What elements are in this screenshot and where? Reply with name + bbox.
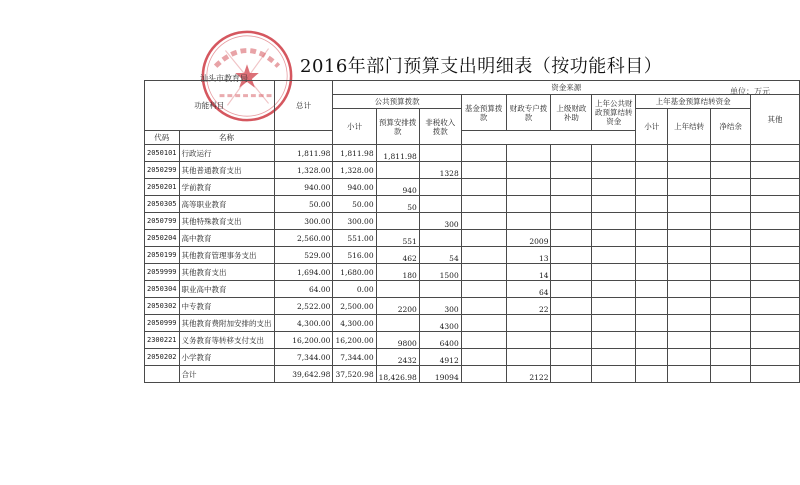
row-budget-alloc: 551 (376, 230, 419, 247)
non-tax-header: 非税收入拨款 (419, 109, 461, 145)
row-fiscal-special: 22 (506, 298, 551, 315)
row-fiscal-special: 2122 (506, 366, 551, 383)
row-net-balance (711, 162, 751, 179)
total-header: 总计 (274, 81, 333, 131)
row-subtotal: 37,520.98 (333, 366, 376, 383)
row-name: 职业高中教育 (179, 281, 274, 298)
row-subtotal: 0.00 (333, 281, 376, 298)
row-superior-subsidy (551, 196, 592, 213)
table-row (145, 145, 800, 162)
row-budget-alloc (376, 213, 419, 230)
row-sub-subtotal (636, 247, 668, 264)
row-budget-alloc: 1,811.98 (376, 145, 419, 162)
row-fiscal-special (506, 162, 551, 179)
row-total: 16,200.00 (274, 332, 333, 349)
table-row (145, 213, 800, 230)
row-name: 学前教育 (179, 179, 274, 196)
table-row (145, 349, 800, 366)
row-code: 2050204 (145, 230, 180, 247)
row-budget-alloc: 18,426.98 (376, 366, 419, 383)
row-fiscal-special (506, 315, 551, 332)
row-total: 2,560.00 (274, 230, 333, 247)
row-prev-carryover (668, 298, 711, 315)
table-row (145, 298, 800, 315)
row-net-balance (711, 366, 751, 383)
row-code: 2050202 (145, 349, 180, 366)
row-prev-carryover (668, 264, 711, 281)
row-name: 中专教育 (179, 298, 274, 315)
row-prev-public-carryover (592, 196, 636, 213)
row-subtotal: 16,200.00 (333, 332, 376, 349)
row-name: 行政运行 (179, 145, 274, 162)
row-fund-budget (461, 247, 506, 264)
row-prev-public-carryover (592, 145, 636, 162)
net-balance-header: 净结余 (711, 109, 751, 145)
row-fund-budget (461, 145, 506, 162)
row-prev-carryover (668, 366, 711, 383)
header-row-1 (145, 81, 800, 95)
row-sub-subtotal (636, 366, 668, 383)
row-budget-alloc: 50 (376, 196, 419, 213)
row-sub-subtotal (636, 264, 668, 281)
fund-budget-header: 基金预算拨款 (461, 95, 506, 131)
row-fund-budget (461, 230, 506, 247)
row-other (751, 366, 800, 383)
row-total: 39,642.98 (274, 366, 333, 383)
row-non-tax: 1500 (419, 264, 461, 281)
row-net-balance (711, 213, 751, 230)
row-fund-budget (461, 162, 506, 179)
row-fund-budget (461, 315, 506, 332)
row-prev-carryover (668, 213, 711, 230)
row-subtotal: 551.00 (333, 230, 376, 247)
row-budget-alloc: 180 (376, 264, 419, 281)
row-net-balance (711, 315, 751, 332)
row-code: 2050305 (145, 196, 180, 213)
row-net-balance (711, 264, 751, 281)
table-row (145, 366, 800, 383)
row-other (751, 298, 800, 315)
row-superior-subsidy (551, 247, 592, 264)
table-row (145, 281, 800, 298)
table-row (145, 196, 800, 213)
row-prev-public-carryover (592, 366, 636, 383)
row-prev-public-carryover (592, 298, 636, 315)
row-fiscal-special (506, 179, 551, 196)
row-fiscal-special (506, 145, 551, 162)
budget-table (144, 80, 800, 383)
row-prev-public-carryover (592, 213, 636, 230)
row-subtotal: 1,811.98 (333, 145, 376, 162)
row-other (751, 196, 800, 213)
row-superior-subsidy (551, 213, 592, 230)
row-superior-subsidy (551, 366, 592, 383)
row-name: 其他教育费附加安排的支出 (179, 315, 274, 332)
row-total: 2,522.00 (274, 298, 333, 315)
row-non-tax: 6400 (419, 332, 461, 349)
row-subtotal: 940.00 (333, 179, 376, 196)
row-non-tax: 1328 (419, 162, 461, 179)
row-superior-subsidy (551, 264, 592, 281)
row-budget-alloc (376, 162, 419, 179)
func-subject-header: 功能科目 (145, 81, 275, 131)
row-other (751, 315, 800, 332)
table-row (145, 230, 800, 247)
row-net-balance (711, 230, 751, 247)
row-code: 2050304 (145, 281, 180, 298)
row-prev-public-carryover (592, 247, 636, 264)
row-net-balance (711, 298, 751, 315)
row-code: 2050201 (145, 179, 180, 196)
other-header: 其他 (751, 95, 800, 145)
row-prev-public-carryover (592, 162, 636, 179)
row-total: 1,328.00 (274, 162, 333, 179)
row-other (751, 145, 800, 162)
row-subtotal: 1,328.00 (333, 162, 376, 179)
unit-label: 单位：万元 (730, 87, 770, 96)
row-total: 940.00 (274, 179, 333, 196)
row-other (751, 162, 800, 179)
row-sub-subtotal (636, 315, 668, 332)
row-sub-subtotal (636, 332, 668, 349)
row-other (751, 264, 800, 281)
row-budget-alloc (376, 315, 419, 332)
row-sub-subtotal (636, 281, 668, 298)
row-non-tax: 300 (419, 298, 461, 315)
row-budget-alloc: 2432 (376, 349, 419, 366)
row-net-balance (711, 179, 751, 196)
row-prev-carryover (668, 332, 711, 349)
row-fund-budget (461, 281, 506, 298)
row-budget-alloc: 462 (376, 247, 419, 264)
row-fiscal-special (506, 349, 551, 366)
row-code (145, 366, 180, 383)
row-other (751, 213, 800, 230)
row-non-tax (419, 230, 461, 247)
row-sub-subtotal (636, 349, 668, 366)
row-total: 529.00 (274, 247, 333, 264)
row-sub-subtotal (636, 179, 668, 196)
row-other (751, 332, 800, 349)
public-budget-header: 公共预算拨款 (333, 95, 461, 109)
row-net-balance (711, 196, 751, 213)
row-name: 合计 (179, 366, 274, 383)
row-superior-subsidy (551, 230, 592, 247)
row-code: 2050101 (145, 145, 180, 162)
row-prev-public-carryover (592, 349, 636, 366)
budget-alloc-header: 预算安排拨款 (376, 109, 419, 145)
row-fund-budget (461, 298, 506, 315)
row-subtotal: 516.00 (333, 247, 376, 264)
row-name: 其他普通教育支出 (179, 162, 274, 179)
row-name: 小学教育 (179, 349, 274, 366)
row-superior-subsidy (551, 281, 592, 298)
row-total: 1,694.00 (274, 264, 333, 281)
row-net-balance (711, 349, 751, 366)
row-superior-subsidy (551, 349, 592, 366)
row-prev-public-carryover (592, 230, 636, 247)
row-non-tax: 19094 (419, 366, 461, 383)
row-name: 高中教育 (179, 230, 274, 247)
row-fiscal-special (506, 332, 551, 349)
row-non-tax: 300 (419, 213, 461, 230)
table-row (145, 264, 800, 281)
table-row (145, 162, 800, 179)
row-prev-carryover (668, 281, 711, 298)
prev-fund-carryover-header: 上年基金预算结转资金 (636, 95, 751, 109)
funding-source-header: 资金来源 (333, 81, 800, 95)
row-superior-subsidy (551, 332, 592, 349)
row-fund-budget (461, 349, 506, 366)
prev-carryover-header: 上年结转 (668, 109, 711, 145)
table-row (145, 315, 800, 332)
row-fund-budget (461, 196, 506, 213)
row-sub-subtotal (636, 213, 668, 230)
row-fund-budget (461, 332, 506, 349)
superior-subsidy-header: 上级财政补助 (551, 95, 592, 131)
row-sub-subtotal (636, 230, 668, 247)
row-non-tax (419, 145, 461, 162)
row-sub-subtotal (636, 196, 668, 213)
row-fiscal-special: 14 (506, 264, 551, 281)
row-subtotal: 1,680.00 (333, 264, 376, 281)
page-title: 2016年部门预算支出明细表（按功能科目） (300, 56, 663, 77)
row-code: 2050199 (145, 247, 180, 264)
row-name: 高等职业教育 (179, 196, 274, 213)
row-name: 义务教育等转移支付支出 (179, 332, 274, 349)
row-total: 1,811.98 (274, 145, 333, 162)
row-fund-budget (461, 179, 506, 196)
row-prev-public-carryover (592, 281, 636, 298)
row-sub-subtotal (636, 145, 668, 162)
row-budget-alloc: 9800 (376, 332, 419, 349)
table-row (145, 179, 800, 196)
organization-label: 汕头市教育局 (200, 74, 248, 83)
row-fund-budget (461, 366, 506, 383)
row-non-tax (419, 281, 461, 298)
row-fiscal-special: 2009 (506, 230, 551, 247)
row-non-tax: 4912 (419, 349, 461, 366)
row-code: 2050299 (145, 162, 180, 179)
row-budget-alloc (376, 281, 419, 298)
row-non-tax: 54 (419, 247, 461, 264)
row-sub-subtotal (636, 162, 668, 179)
row-code: 2050999 (145, 315, 180, 332)
code-header: 代码 (145, 131, 180, 145)
row-total: 7,344.00 (274, 349, 333, 366)
row-code: 2050799 (145, 213, 180, 230)
table-body (145, 145, 800, 383)
table-row (145, 332, 800, 349)
row-budget-alloc: 2200 (376, 298, 419, 315)
row-other (751, 281, 800, 298)
row-total: 300.00 (274, 213, 333, 230)
row-net-balance (711, 332, 751, 349)
row-name: 其他教育支出 (179, 264, 274, 281)
total-spacer (274, 131, 333, 145)
row-prev-public-carryover (592, 332, 636, 349)
row-superior-subsidy (551, 162, 592, 179)
row-prev-public-carryover (592, 264, 636, 281)
row-net-balance (711, 145, 751, 162)
row-non-tax (419, 179, 461, 196)
row-fiscal-special: 64 (506, 281, 551, 298)
row-code: 2050302 (145, 298, 180, 315)
row-subtotal: 4,300.00 (333, 315, 376, 332)
row-non-tax (419, 196, 461, 213)
row-prev-carryover (668, 162, 711, 179)
row-other (751, 349, 800, 366)
row-prev-carryover (668, 315, 711, 332)
row-fund-budget (461, 213, 506, 230)
row-net-balance (711, 281, 751, 298)
row-superior-subsidy (551, 179, 592, 196)
row-prev-carryover (668, 230, 711, 247)
row-prev-carryover (668, 145, 711, 162)
row-other (751, 179, 800, 196)
row-other (751, 230, 800, 247)
row-total: 64.00 (274, 281, 333, 298)
row-total: 4,300.00 (274, 315, 333, 332)
row-other (751, 247, 800, 264)
subtotal-header: 小计 (333, 109, 376, 145)
row-subtotal: 7,344.00 (333, 349, 376, 366)
row-net-balance (711, 247, 751, 264)
row-superior-subsidy (551, 315, 592, 332)
row-non-tax: 4300 (419, 315, 461, 332)
row-fiscal-special (506, 196, 551, 213)
row-superior-subsidy (551, 298, 592, 315)
row-prev-carryover (668, 196, 711, 213)
row-sub-subtotal (636, 298, 668, 315)
row-budget-alloc: 940 (376, 179, 419, 196)
row-fiscal-special (506, 213, 551, 230)
row-fund-budget (461, 264, 506, 281)
row-superior-subsidy (551, 145, 592, 162)
row-prev-public-carryover (592, 179, 636, 196)
table-row (145, 247, 800, 264)
row-prev-public-carryover (592, 315, 636, 332)
row-subtotal: 300.00 (333, 213, 376, 230)
fiscal-special-header: 财政专户拨款 (506, 95, 551, 131)
row-code: 2059999 (145, 264, 180, 281)
name-header: 名称 (179, 131, 274, 145)
row-prev-carryover (668, 179, 711, 196)
row-name: 其他教育管理事务支出 (179, 247, 274, 264)
row-prev-carryover (668, 349, 711, 366)
row-code: 2300221 (145, 332, 180, 349)
row-prev-carryover (668, 247, 711, 264)
prev-public-carryover-header: 上年公共财政预算结转资金 (592, 95, 636, 131)
sub-subtotal-header: 小计 (636, 109, 668, 145)
row-total: 50.00 (274, 196, 333, 213)
row-name: 其他特殊教育支出 (179, 213, 274, 230)
row-subtotal: 50.00 (333, 196, 376, 213)
row-subtotal: 2,500.00 (333, 298, 376, 315)
row-fiscal-special: 13 (506, 247, 551, 264)
